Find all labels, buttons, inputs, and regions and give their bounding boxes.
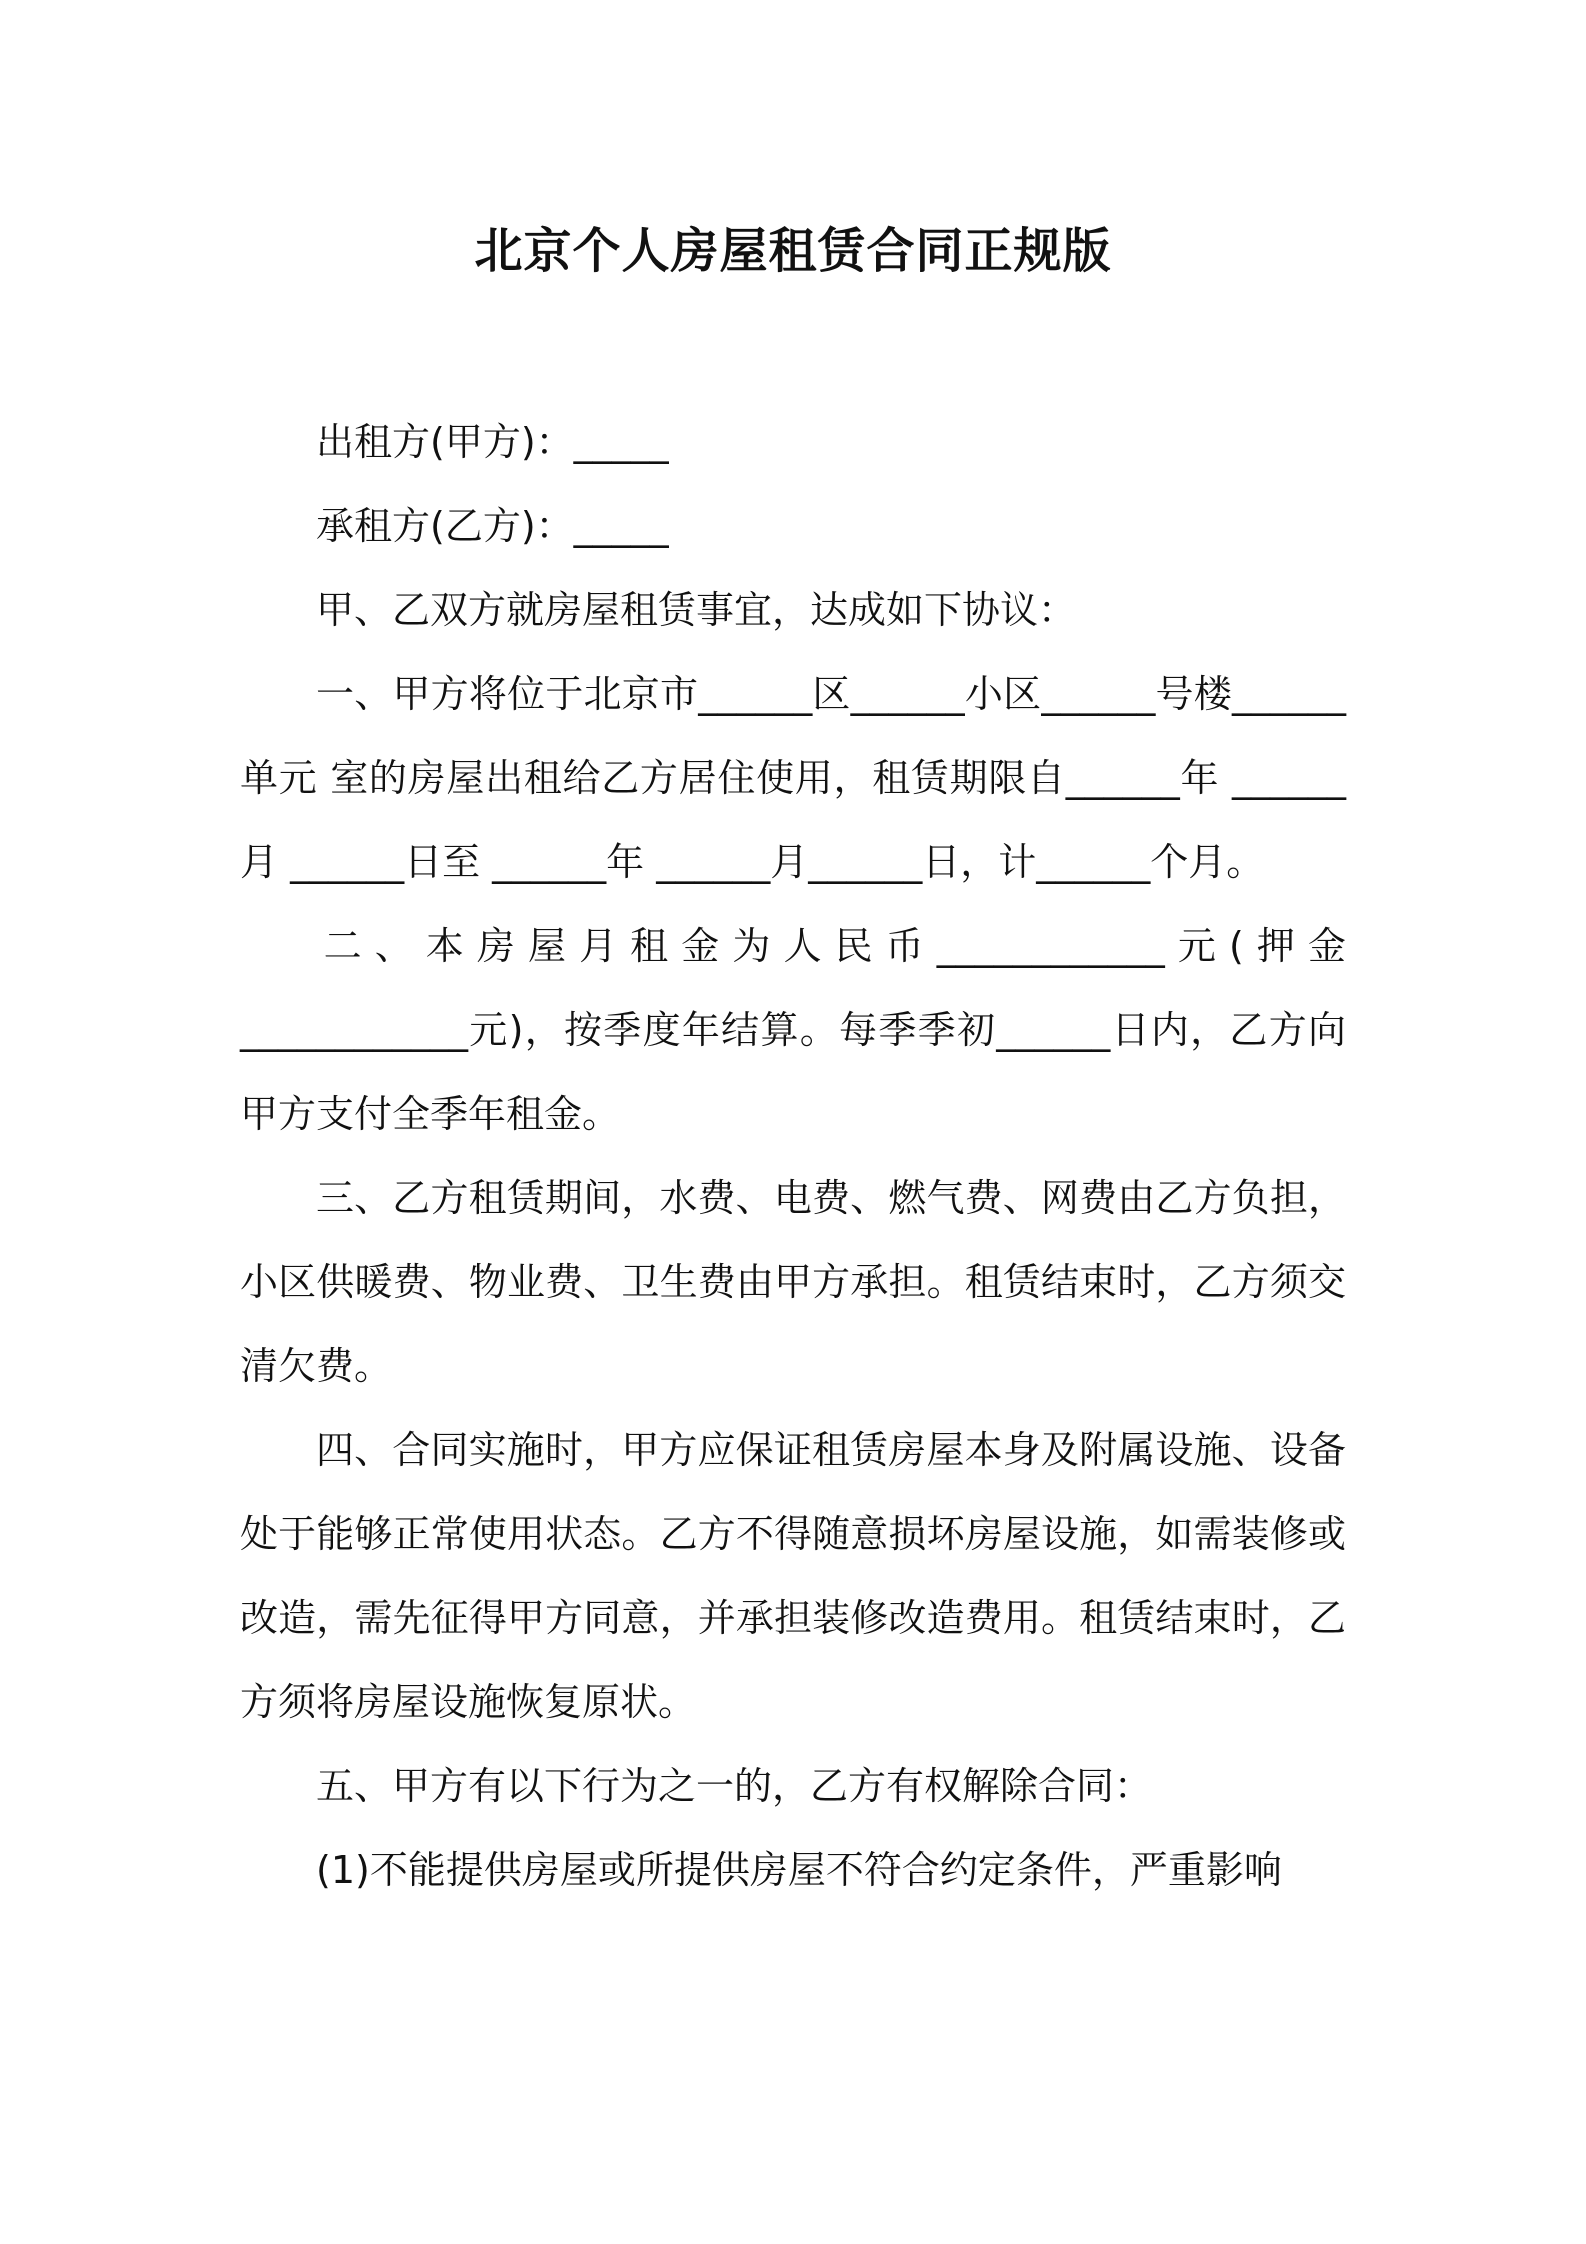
lessor-line: 出租方(甲方)：_____	[316, 420, 669, 464]
clause-5-item-1: (1)不能提供房屋或所提供房屋不符合约定条件，严重影响	[316, 1848, 1282, 1892]
clause-5: 五、甲方有以下行为之一的，乙方有权解除合同：	[316, 1764, 1153, 1808]
agreement-intro: 甲、乙双方就房屋租赁事宜，达成如下协议：	[316, 588, 1077, 632]
lessee-line: 承租方(乙方)：_____	[316, 504, 669, 548]
clause-2: 二、本房屋月租金为人民币____________元(押金____________元)，按季度年结算。每季季初______日内，乙方向甲方支付全季年租金。	[240, 924, 1346, 1136]
clause-3: 三、乙方租赁期间，水费、电费、燃气费、网费由乙方负担，小区供暖费、物业费、卫生费由甲方承担。租赁结束时，乙方须交清欠费。	[240, 1176, 1346, 1388]
document-title: 北京个人房屋租赁合同正规版	[474, 223, 1112, 279]
document-body	[240, 400, 1346, 1912]
clause-4: 四、合同实施时，甲方应保证租赁房屋本身及附属设施、设备处于能够正常使用状态。乙方不得随意损坏房屋设施，如需装修或改造，需先征得甲方同意，并承担装修改造费用。租赁结束时，乙方须将房屋设施恢复原状。	[240, 1428, 1346, 1724]
clause-1: 一、甲方将位于北京市______区______小区______号楼______单元 室的房屋出租给乙方居住使用，租赁期限自______年 ______月 ______日至 ______年 ______月______日，计______个月。	[240, 672, 1346, 884]
